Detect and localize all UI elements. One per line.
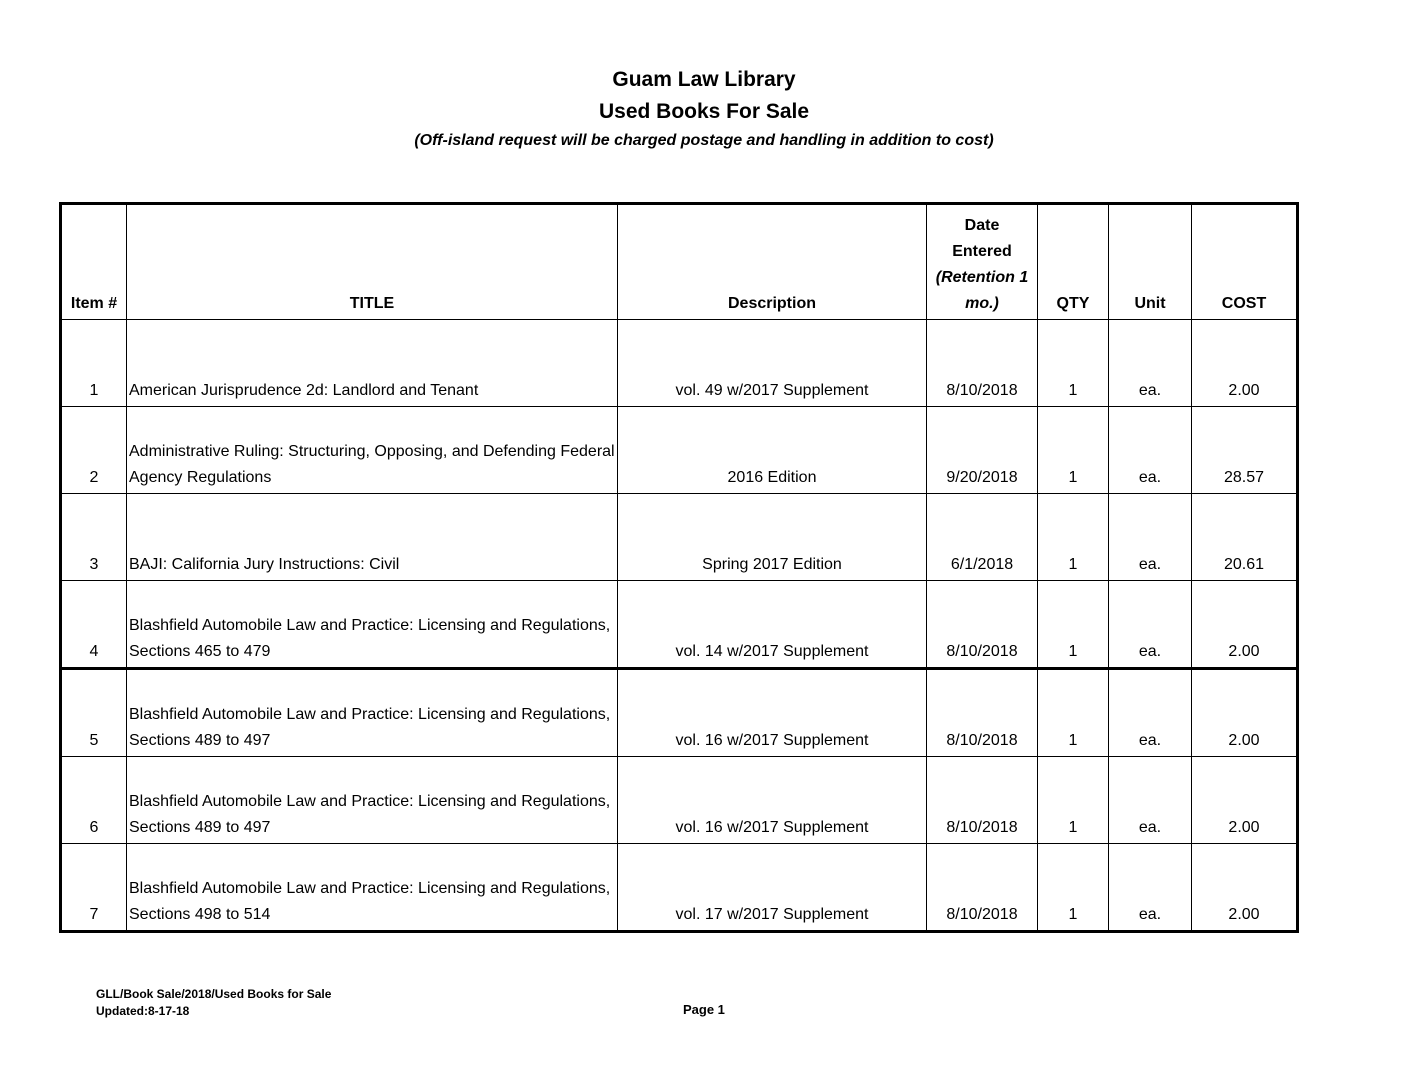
row-item-number: 5 [61, 669, 127, 757]
row-description: vol. 17 w/2017 Supplement [618, 844, 927, 932]
table-row [61, 581, 1298, 669]
table-header-row [61, 204, 1298, 320]
row-cost: 20.61 [1192, 494, 1298, 581]
postage-note: (Off-island request will be charged postage and handling in addition to cost) [414, 132, 994, 149]
row-unit: ea. [1109, 407, 1192, 494]
row-date-entered: 8/10/2018 [927, 581, 1038, 669]
row-date-entered: 8/10/2018 [927, 844, 1038, 932]
col-date-line2: Entered [952, 243, 1012, 260]
table-row [61, 757, 1298, 844]
row-description: vol. 16 w/2017 Supplement [618, 669, 927, 757]
row-qty: 1 [1038, 844, 1109, 932]
row-unit: ea. [1109, 669, 1192, 757]
col-cost: COST [1192, 204, 1298, 320]
row-qty: 1 [1038, 407, 1109, 494]
row-date-entered: 8/10/2018 [927, 320, 1038, 407]
row-cost: 2.00 [1192, 581, 1298, 669]
row-item-number: 1 [61, 320, 127, 407]
row-item-number: 3 [61, 494, 127, 581]
row-cost: 28.57 [1192, 407, 1298, 494]
footer-updated: Updated:8-17-18 [96, 1004, 190, 1018]
row-item-number: 7 [61, 844, 127, 932]
row-date-entered: 8/10/2018 [927, 669, 1038, 757]
row-date-entered: 9/20/2018 [927, 407, 1038, 494]
table-row [61, 494, 1298, 581]
row-qty: 1 [1038, 494, 1109, 581]
row-title: Blashfield Automobile Law and Practice: Licensing and Regulations, Sections 489 to 497 [127, 757, 618, 844]
row-date-entered: 6/1/2018 [927, 494, 1038, 581]
col-title: TITLE [127, 204, 618, 320]
row-unit: ea. [1109, 581, 1192, 669]
table-row [61, 844, 1298, 932]
footer-file-path: GLL/Book Sale/2018/Used Books for Sale [96, 987, 332, 1001]
document-header [0, 64, 1408, 154]
row-item-number: 4 [61, 581, 127, 669]
row-description: vol. 16 w/2017 Supplement [618, 757, 927, 844]
row-title: Blashfield Automobile Law and Practice: Licensing and Regulations, Sections 489 to 497 [127, 669, 618, 757]
table-row [61, 320, 1298, 407]
row-date-entered: 8/10/2018 [927, 757, 1038, 844]
col-date-retention-note: (Retention 1 mo.) [935, 269, 1029, 312]
row-title: Blashfield Automobile Law and Practice: Licensing and Regulations, Sections 465 to 479 [127, 581, 618, 669]
row-unit: ea. [1109, 320, 1192, 407]
row-item-number: 6 [61, 757, 127, 844]
row-title: Blashfield Automobile Law and Practice: Licensing and Regulations, Sections 498 to 514 [127, 844, 618, 932]
col-date-entered [927, 204, 1038, 320]
col-qty: QTY [1038, 204, 1109, 320]
row-cost: 2.00 [1192, 757, 1298, 844]
library-name: Guam Law Library [612, 68, 796, 91]
row-qty: 1 [1038, 757, 1109, 844]
row-unit: ea. [1109, 494, 1192, 581]
row-unit: ea. [1109, 757, 1192, 844]
row-description: 2016 Edition [618, 407, 927, 494]
table-row [61, 669, 1298, 757]
row-cost: 2.00 [1192, 320, 1298, 407]
document-title: Used Books For Sale [598, 100, 810, 123]
page-number: Page 1 [683, 1002, 725, 1017]
footer-info [96, 986, 331, 1020]
row-description: vol. 49 w/2017 Supplement [618, 320, 927, 407]
row-title: BAJI: California Jury Instructions: Civil [127, 494, 618, 581]
table-row [61, 407, 1298, 494]
row-qty: 1 [1038, 581, 1109, 669]
row-cost: 2.00 [1192, 844, 1298, 932]
col-description: Description [618, 204, 927, 320]
col-date-line1: Date [964, 217, 1000, 234]
row-unit: ea. [1109, 844, 1192, 932]
row-qty: 1 [1038, 669, 1109, 757]
row-description: Spring 2017 Edition [618, 494, 927, 581]
row-description: vol. 14 w/2017 Supplement [618, 581, 927, 669]
col-item: Item # [61, 204, 127, 320]
books-table [59, 202, 1299, 933]
row-cost: 2.00 [1192, 669, 1298, 757]
row-item-number: 2 [61, 407, 127, 494]
row-qty: 1 [1038, 320, 1109, 407]
col-unit: Unit [1109, 204, 1192, 320]
row-title: American Jurisprudence 2d: Landlord and Tenant [127, 320, 618, 407]
row-title: Administrative Ruling: Structuring, Opposing, and Defending Federal Agency Regulations [127, 407, 618, 494]
